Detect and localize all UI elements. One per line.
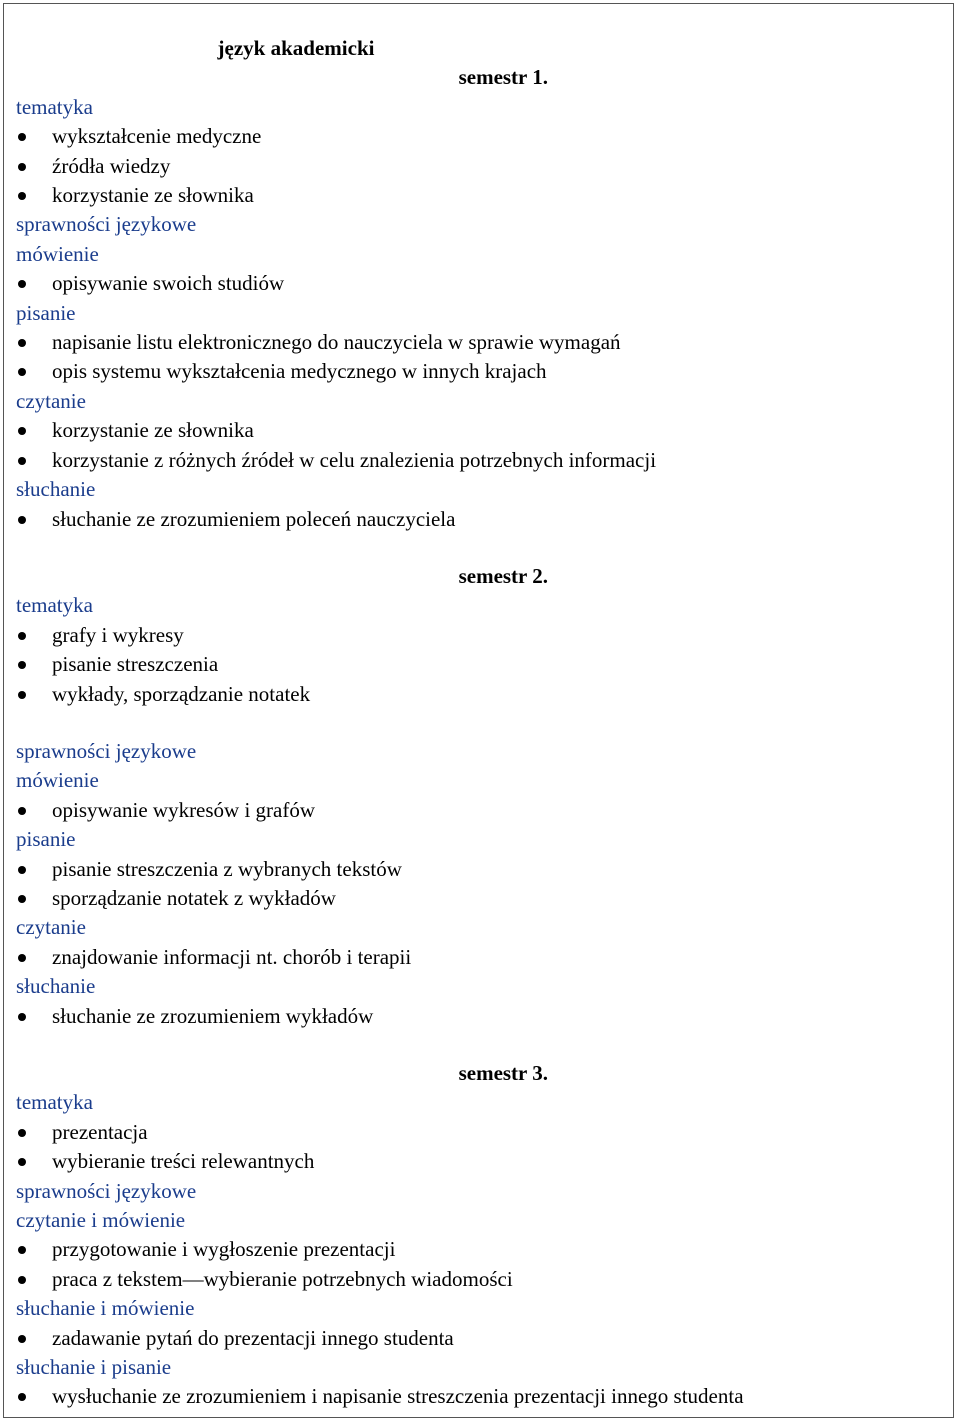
list-item: korzystanie ze słownika	[16, 181, 916, 210]
spacer	[16, 1031, 916, 1059]
section-heading: słuchanie	[16, 477, 96, 502]
list-item: opisywanie swoich studiów	[16, 269, 916, 298]
bullet-list	[16, 1235, 916, 1294]
bullet-list	[16, 328, 916, 387]
section-heading: sprawności językowe	[16, 212, 197, 237]
section-heading: tematyka	[16, 1090, 93, 1115]
list-item: wysłuchanie ze zrozumieniem i napisanie streszczenia prezentacji innego studenta	[16, 1382, 916, 1411]
section-heading: mówienie	[16, 768, 99, 793]
section-heading: pisanie	[16, 300, 76, 325]
list-item: grafy i wykresy	[16, 621, 916, 650]
semester-label: semestr 2.	[458, 563, 548, 588]
section-heading: sprawności językowe	[16, 738, 197, 763]
section-heading: tematyka	[16, 94, 93, 119]
bullet-list	[16, 505, 916, 534]
spacer	[16, 534, 916, 562]
list-item: znajdowanie informacji nt. chorób i terapii	[16, 943, 916, 972]
section-heading: słuchanie i mówienie	[16, 1296, 195, 1321]
bullet-list	[16, 943, 916, 972]
bullet-list	[16, 1324, 916, 1353]
section-heading: czytanie	[16, 915, 86, 940]
section-heading: czytanie	[16, 388, 86, 413]
bullet-list	[16, 796, 916, 825]
list-item: sporządzanie notatek z wykładów	[16, 884, 916, 913]
list-item: wykształcenie medyczne	[16, 122, 916, 151]
list-item: opisywanie wykresów i grafów	[16, 796, 916, 825]
list-item: przygotowanie i wygłoszenie prezentacji	[16, 1235, 916, 1264]
list-item: zadawanie pytań do prezentacji innego studenta	[16, 1324, 916, 1353]
list-item: napisanie listu elektronicznego do nauczyciela w sprawie wymagań	[16, 328, 916, 357]
list-item: pisanie streszczenia	[16, 650, 916, 679]
bullet-list	[16, 416, 916, 475]
document-title: język akademicki	[217, 36, 375, 60]
list-item: słuchanie ze zrozumieniem poleceń nauczyciela	[16, 505, 916, 534]
section-heading: czytanie i mówienie	[16, 1208, 186, 1233]
document	[16, 34, 916, 1412]
list-item: opis systemu wykształcenia medycznego w innych krajach	[16, 357, 916, 386]
bullet-list	[16, 1382, 916, 1411]
bullet-list	[16, 855, 916, 914]
bullet-list	[16, 122, 916, 210]
bullet-list	[16, 1002, 916, 1031]
semester-label: semestr 3.	[458, 1061, 548, 1085]
list-item: słuchanie ze zrozumieniem wykładów	[16, 1002, 916, 1031]
semester-label: semestr 1.	[458, 65, 548, 90]
bullet-list	[16, 1118, 916, 1177]
list-item: korzystanie ze słownika	[16, 416, 916, 445]
section-heading: tematyka	[16, 593, 93, 618]
section-heading: słuchanie i pisanie	[16, 1355, 172, 1380]
section-heading: słuchanie	[16, 974, 96, 999]
list-item: pisanie streszczenia z wybranych tekstów	[16, 855, 916, 884]
section-heading: sprawności językowe	[16, 1178, 197, 1203]
list-item: wykłady, sporządzanie notatek	[16, 680, 916, 709]
bullet-list	[16, 621, 916, 709]
bullet-list	[16, 269, 916, 298]
section-heading: mówienie	[16, 241, 99, 266]
section-heading: pisanie	[16, 827, 76, 852]
list-item: wybieranie treści relewantnych	[16, 1147, 916, 1176]
list-item: korzystanie z różnych źródeł w celu znalezienia potrzebnych informacji	[16, 446, 916, 475]
list-item: źródła wiedzy	[16, 152, 916, 181]
list-item: praca z tekstem—wybieranie potrzebnych wiadomości	[16, 1265, 916, 1294]
list-item: prezentacja	[16, 1118, 916, 1147]
spacer	[16, 709, 916, 737]
